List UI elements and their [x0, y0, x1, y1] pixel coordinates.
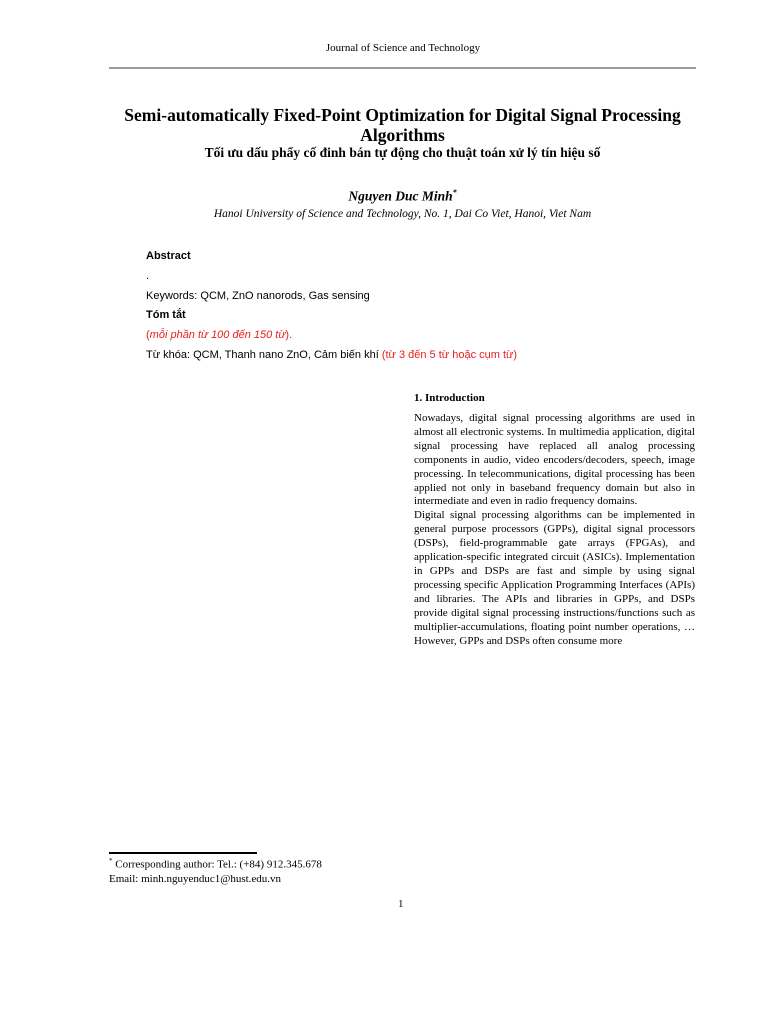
- journal-header: Journal of Science and Technology: [325, 42, 481, 54]
- author-footnote-mark: *: [452, 188, 457, 197]
- abstract-heading: Abstract: [146, 250, 191, 262]
- footnote-line-1: Corresponding author: Tel.: (+84) 912.345.678: [112, 858, 322, 871]
- introduction-body: [414, 412, 695, 648]
- abstract-body: .: [146, 270, 150, 282]
- abstract-keywords: Keywords: QCM, ZnO nanorods, Gas sensing: [146, 290, 370, 302]
- introduction-paragraph-2: Digital signal processing algorithms can be implemented in general purpose processors (GPPs), digital signal processors (DSPs), field-programmable gate arrays (FPGAs), and application-specific integrated circuit (ASICs). Implementation in GPPs and DSPs are fast and simple by using signal processing specific Application Programming Interfaces (APIs) and libraries. The APIs and libraries in GPPs, and DSPs provide digital signal processing instructions/functions such as multiplier-accumulations, floating point number operations, … However, GPPs and DSPs often consume more: [414, 509, 695, 647]
- tom-tat-note-close: ).: [285, 329, 293, 341]
- introduction-heading: 1. Introduction: [414, 392, 485, 404]
- introduction-paragraph-1: Nowadays, digital signal processing algorithms are used in almost all electronic systems. In multimedia application, digital signal processing have replaced all analog processing components in audio, video encoders/decoders, speech, image processing. In telecommunications, digital processing has been applied not only in baseband frequency domain but also in intermediate and even in radio frequency domains.: [414, 412, 695, 508]
- tom-tat-keywords-line: [146, 349, 517, 361]
- footnote-email: Email: minh.nguyenduc1@hust.edu.vn: [109, 873, 282, 885]
- footnote-divider: [109, 852, 257, 854]
- author-name: Nguyen Duc Minh: [348, 188, 453, 204]
- tom-tat-keywords: Từ khóa: QCM, Thanh nano ZnO, Cảm biến khí: [146, 349, 379, 361]
- author-line: [100, 188, 705, 205]
- tom-tat-note-open: (: [146, 329, 150, 341]
- footnote-mark: *: [109, 857, 113, 865]
- footnote-corresponding-author: [109, 857, 322, 871]
- header-divider: [109, 67, 696, 69]
- page-number: 1: [398, 898, 404, 910]
- tom-tat-heading: Tóm tắt: [146, 309, 186, 321]
- paper-title: Semi-automatically Fixed-Point Optimization for Digital Signal Processing Algorithms: [124, 105, 681, 145]
- paper-subtitle-vietnamese: Tối ưu dấu phẩy cố đinh bán tự động cho thuật toán xử lý tín hiệu số: [204, 145, 601, 160]
- author-affiliation: Hanoi University of Science and Technology, No. 1, Dai Co Viet, Hanoi, Viet Nam: [213, 208, 592, 220]
- tom-tat-note-line: [146, 329, 292, 341]
- tom-tat-keywords-note: (từ 3 đến 5 từ hoặc cụm từ): [378, 349, 518, 361]
- tom-tat-note: mỗi phần từ 100 đến 150 từ: [149, 329, 286, 341]
